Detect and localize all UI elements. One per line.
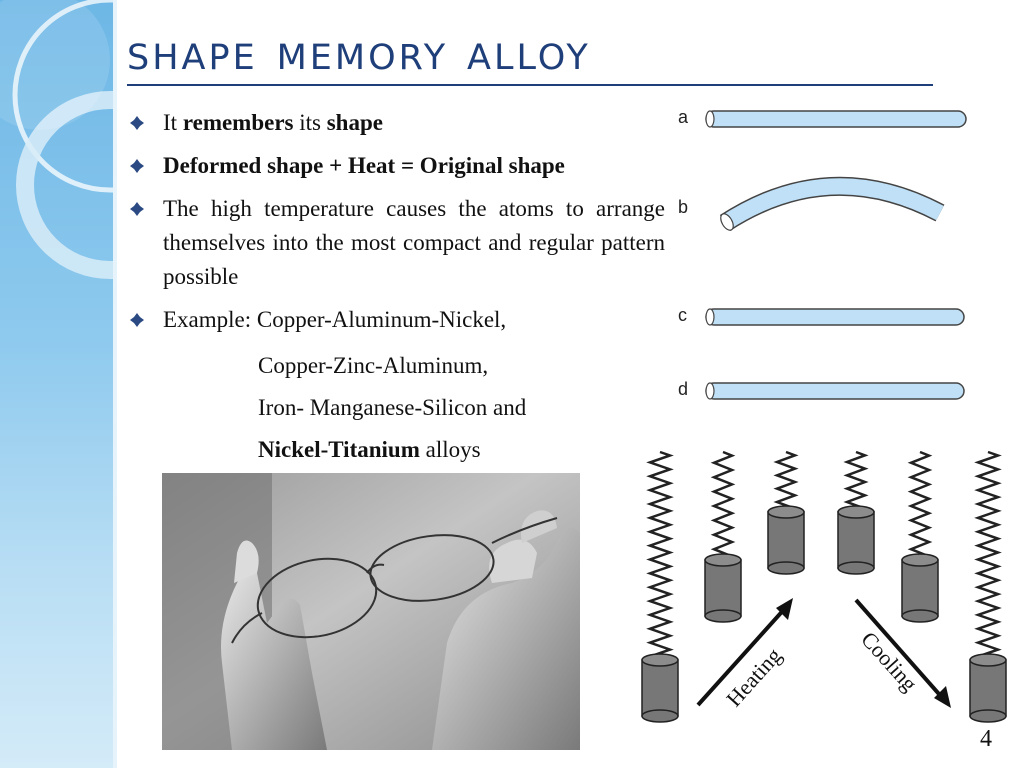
weight-cylinder-top — [768, 506, 804, 518]
weight-cylinder — [705, 560, 741, 616]
rod-straight-a — [706, 111, 966, 127]
example-bold-text: Nickel-Titanium — [258, 437, 420, 462]
slide-title: shape memory alloy — [127, 23, 591, 81]
weight-cylinder-bottom — [642, 710, 678, 722]
weight-cylinder — [970, 660, 1006, 716]
weight-cylinder-bottom — [768, 562, 804, 574]
bullet-bold-text: shape — [326, 110, 383, 135]
rod-bent-b — [725, 186, 940, 223]
weight-cylinder-top — [705, 554, 741, 566]
title-underline — [127, 84, 933, 86]
bullet-text: The high temperature causes the atoms to arrange themselves into the most compact and regular pattern possible — [163, 196, 665, 289]
rod-straight-d — [706, 383, 964, 399]
weight-cylinder-bottom — [838, 562, 874, 574]
bullet-text: It — [163, 110, 183, 135]
springs-group — [642, 452, 1006, 722]
bullet-bold-text: remembers — [182, 110, 294, 135]
weight-cylinder-top — [642, 654, 678, 666]
decorative-circles — [0, 0, 113, 768]
heating-label: Heating — [721, 642, 787, 712]
rod-label-b: b — [678, 197, 689, 217]
spring-coil — [650, 452, 670, 660]
example-continuation-line — [258, 391, 638, 425]
spring-coil — [978, 452, 998, 660]
bullet-item — [130, 106, 665, 140]
eyeglasses-photo — [162, 473, 580, 750]
example-text: Copper-Zinc-Aluminum, — [258, 353, 489, 378]
rod-label-c: c — [678, 305, 687, 325]
rod-end-c — [706, 309, 714, 325]
weight-cylinder-top — [902, 554, 938, 566]
rod-label-d: d — [678, 379, 689, 399]
page-number: 4 — [980, 726, 992, 752]
weight-cylinder-bottom — [705, 610, 741, 622]
example-continuation-line — [258, 349, 638, 383]
bullet-item — [130, 192, 665, 294]
rod-shape-diagram — [670, 95, 1024, 425]
rod-straight-c — [706, 309, 964, 325]
example-text: Iron- Manganese-Silicon and — [258, 395, 527, 420]
diamond-bullet-icon — [130, 116, 144, 130]
weight-cylinder-bottom — [902, 610, 938, 622]
weight-cylinder — [838, 512, 874, 568]
rod-end-d — [706, 383, 714, 399]
side-divider — [113, 0, 117, 768]
weight-cylinder — [768, 512, 804, 568]
example-continuation-line — [258, 433, 638, 467]
weight-cylinder — [642, 660, 678, 716]
decorative-side-panel — [0, 0, 113, 768]
bullet-item — [130, 303, 665, 337]
spring-coil — [714, 452, 732, 560]
bullet-bold-text: Deformed shape + Heat = Original shape — [163, 153, 565, 178]
rod-end-a — [706, 111, 714, 127]
spring-coil — [911, 452, 929, 560]
cooling-label: Cooling — [856, 626, 923, 697]
spring-heating-cooling-diagram — [628, 440, 1024, 730]
bullet-item — [130, 149, 665, 183]
example-text: alloys — [419, 437, 481, 462]
rod-label-a: a — [678, 107, 689, 127]
weight-cylinder-top — [838, 506, 874, 518]
spring-coil — [777, 452, 795, 512]
spring-coil — [847, 452, 865, 512]
bullet-text: Example: Copper-Aluminum-Nickel, — [163, 307, 507, 332]
weight-cylinder — [902, 560, 938, 616]
weight-cylinder-bottom — [970, 710, 1006, 722]
bullet-list — [130, 106, 665, 346]
diamond-bullet-icon — [130, 313, 144, 327]
diamond-bullet-icon — [130, 202, 144, 216]
bullet-text: its — [293, 110, 327, 135]
diamond-bullet-icon — [130, 159, 144, 173]
hands-bending-glasses-image — [162, 473, 580, 750]
weight-cylinder-top — [970, 654, 1006, 666]
